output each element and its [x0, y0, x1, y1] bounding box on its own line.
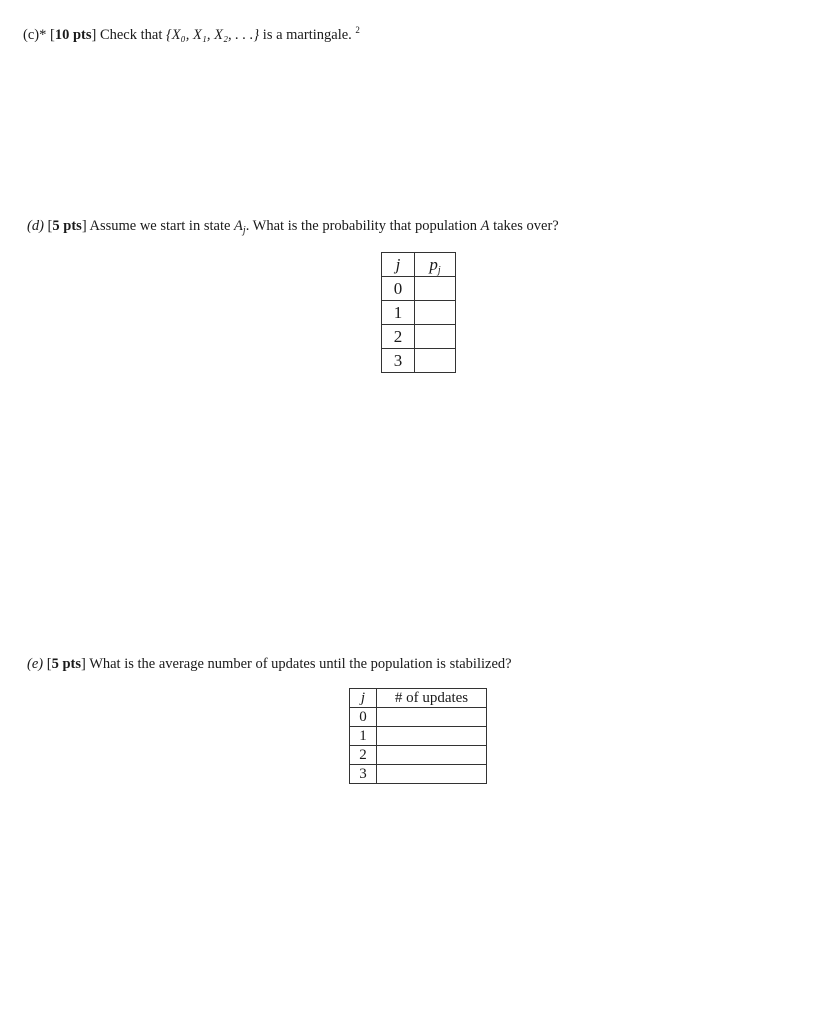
part-c-points: 10 pts [54, 27, 92, 43]
part-e-question: (e) [5 pts] What is the average number of updates until the population is stabilized? [27, 656, 512, 672]
part-d-question: (d) [5 pts] Assume we start in state $A_j$. What is the probability that population A takes over? [27, 218, 559, 236]
column-header-j: j [350, 689, 377, 708]
answer-cell[interactable] [415, 277, 456, 301]
row-j-value: 0 [382, 277, 415, 301]
answer-cell[interactable] [377, 746, 487, 765]
pj-sub: j [437, 264, 441, 276]
answer-cell[interactable] [415, 301, 456, 325]
part-e-question-text: What is the average number of updates until the population is stabilized? [89, 656, 512, 672]
part-d-text-before: Assume we start in state [89, 218, 231, 234]
column-header-pj [415, 253, 456, 277]
answer-cell[interactable] [377, 765, 487, 784]
part-e-points: 5 pts [51, 656, 81, 672]
part-c-math: {X₀, X₁, X₂, . . .} [166, 27, 260, 43]
table-row [350, 727, 487, 746]
row-j-value: 2 [382, 325, 415, 349]
table-row [350, 765, 487, 784]
part-d-state-sub: j [242, 225, 246, 236]
part-c-question: (c)* [10 pts] Check that {X₀, X₁, X₂, . . .} is a martingale. $^2$ [23, 25, 360, 43]
part-d-text-mid: . What is the probability that population [245, 218, 477, 234]
part-d-state-var: A [234, 218, 243, 234]
table-header-row [382, 253, 456, 277]
column-header-updates: # of updates [377, 689, 487, 708]
table-row [382, 301, 456, 325]
table-row [382, 349, 456, 373]
part-c-text-before: Check that [99, 27, 163, 43]
part-d-points: 5 pts [52, 218, 82, 234]
table-row [350, 708, 487, 727]
table-row [350, 746, 487, 765]
answer-cell[interactable] [415, 349, 456, 373]
part-d-label: (d) [27, 218, 44, 234]
answer-cell[interactable] [415, 325, 456, 349]
column-header-j: j [382, 253, 415, 277]
table-row [382, 277, 456, 301]
probability-table [381, 252, 456, 373]
part-c-label: (c)* [23, 27, 47, 43]
updates-table [349, 688, 487, 784]
part-c-text-after: is a martingale. [262, 27, 352, 43]
row-j-value: 0 [350, 708, 377, 727]
row-j-value: 1 [350, 727, 377, 746]
row-j-value: 2 [350, 746, 377, 765]
row-j-value: 1 [382, 301, 415, 325]
pj-var: p [429, 254, 438, 274]
part-c-footnote-mark: 2 [355, 25, 360, 35]
table-row [382, 325, 456, 349]
answer-cell[interactable] [377, 708, 487, 727]
table-header-row [350, 689, 487, 708]
part-d-pop-var: A [480, 218, 490, 234]
part-e-label: (e) [27, 656, 44, 672]
row-j-value: 3 [350, 765, 377, 784]
part-d-text-after: takes over? [493, 218, 559, 234]
row-j-value: 3 [382, 349, 415, 373]
answer-cell[interactable] [377, 727, 487, 746]
